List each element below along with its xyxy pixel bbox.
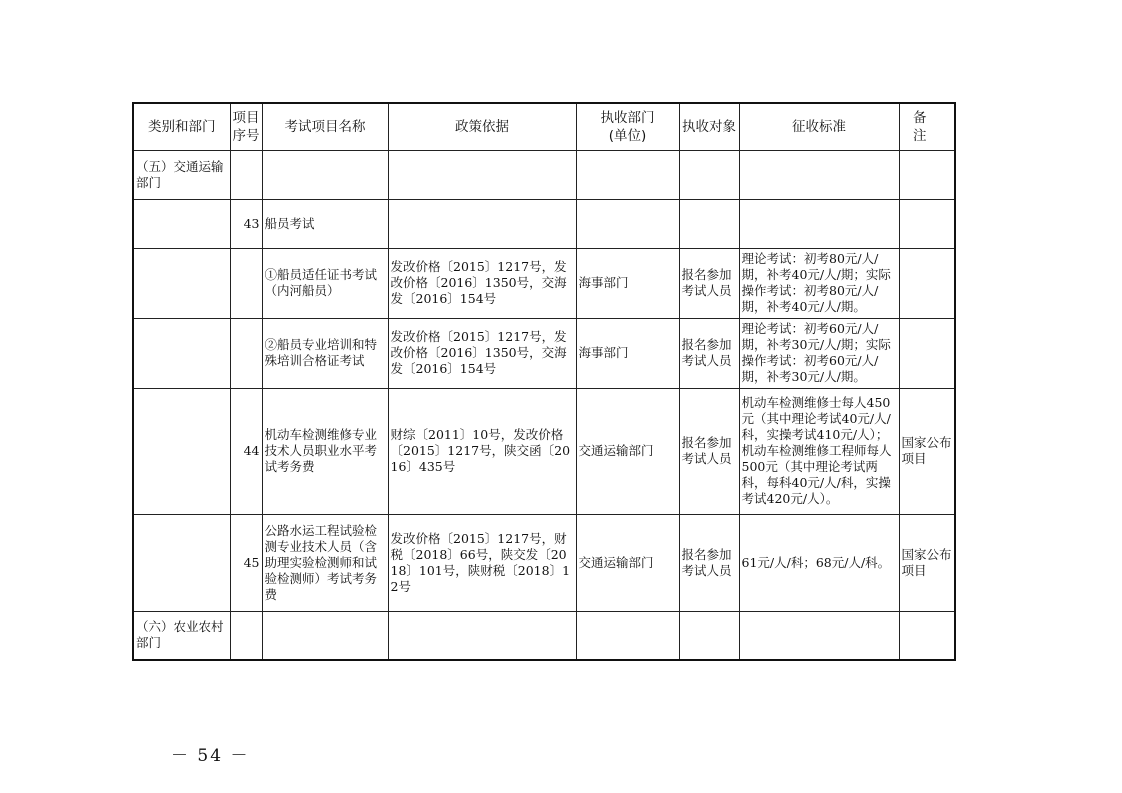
header-name: 考试项目名称	[262, 103, 388, 150]
cell-category	[133, 514, 230, 611]
cell-target: 报名参加考试人员	[679, 248, 739, 318]
cell-category: （五）交通运输部门	[133, 150, 230, 199]
cell-name: ②船员专业培训和特殊培训合格证考试	[262, 318, 388, 388]
cell-seq: 45	[230, 514, 262, 611]
cell-name	[262, 150, 388, 199]
cell-dept	[576, 199, 679, 248]
cell-remark: 国家公布项目	[899, 514, 955, 611]
header-target: 执收对象	[679, 103, 739, 150]
cell-remark	[899, 248, 955, 318]
cell-category	[133, 199, 230, 248]
table-row	[133, 388, 955, 514]
cell-category	[133, 318, 230, 388]
cell-remark: 国家公布项目	[899, 388, 955, 514]
cell-standard	[739, 611, 899, 660]
cell-dept: 交通运输部门	[576, 514, 679, 611]
table-row	[133, 248, 955, 318]
cell-seq	[230, 611, 262, 660]
page-number: － 54 －	[171, 746, 250, 766]
cell-remark	[899, 150, 955, 199]
table-row	[133, 318, 955, 388]
cell-basis: 发改价格〔2015〕1217号，财税〔2018〕66号，陕交发〔2018〕101号，陕财税〔2018〕12号	[388, 514, 576, 611]
cell-target	[679, 199, 739, 248]
cell-seq	[230, 150, 262, 199]
cell-seq: 43	[230, 199, 262, 248]
fee-table	[132, 102, 956, 661]
cell-standard	[739, 199, 899, 248]
cell-target: 报名参加考试人员	[679, 388, 739, 514]
header-dept: 执收部门(单位)	[576, 103, 679, 150]
cell-dept	[576, 611, 679, 660]
table-row	[133, 611, 955, 660]
cell-basis	[388, 199, 576, 248]
header-standard: 征收标准	[739, 103, 899, 150]
cell-category: （六）农业农村部门	[133, 611, 230, 660]
cell-target: 报名参加考试人员	[679, 514, 739, 611]
cell-category	[133, 388, 230, 514]
cell-remark	[899, 318, 955, 388]
cell-category	[133, 248, 230, 318]
cell-remark	[899, 199, 955, 248]
cell-standard: 61元/人/科；68元/人/科。	[739, 514, 899, 611]
cell-standard: 理论考试：初考80元/人/期，补考40元/人/期；实际操作考试：初考80元/人/期，补考40元/人/期。	[739, 248, 899, 318]
cell-target	[679, 611, 739, 660]
cell-name: ①船员适任证书考试（内河船员）	[262, 248, 388, 318]
cell-standard	[739, 150, 899, 199]
cell-seq: 44	[230, 388, 262, 514]
cell-dept: 交通运输部门	[576, 388, 679, 514]
cell-basis: 发改价格〔2015〕1217号，发改价格〔2016〕1350号，交海发〔2016〕154号	[388, 318, 576, 388]
cell-target	[679, 150, 739, 199]
cell-target: 报名参加考试人员	[679, 318, 739, 388]
cell-basis	[388, 611, 576, 660]
header-basis: 政策依据	[388, 103, 576, 150]
cell-remark	[899, 611, 955, 660]
cell-basis: 财综〔2011〕10号，发改价格〔2015〕1217号，陕交函〔2016〕435号	[388, 388, 576, 514]
cell-dept	[576, 150, 679, 199]
cell-name: 船员考试	[262, 199, 388, 248]
cell-name: 公路水运工程试验检测专业技术人员（含助理实验检测师和试验检测师）考试考务费	[262, 514, 388, 611]
header-remark: 备注	[899, 103, 955, 150]
cell-standard: 机动车检测维修士每人450元（其中理论考试40元/人/科，实操考试410元/人）；机动车检测维修工程师每人500元（其中理论考试两科，每科40元/人/科，实操考试420元/人）。	[739, 388, 899, 514]
table-row	[133, 199, 955, 248]
header-seq: 项目序号	[230, 103, 262, 150]
cell-name	[262, 611, 388, 660]
table-row	[133, 150, 955, 199]
header-row	[133, 103, 955, 150]
cell-seq	[230, 318, 262, 388]
cell-basis: 发改价格〔2015〕1217号，发改价格〔2016〕1350号，交海发〔2016〕154号	[388, 248, 576, 318]
cell-dept: 海事部门	[576, 248, 679, 318]
cell-basis	[388, 150, 576, 199]
cell-standard: 理论考试：初考60元/人/期，补考30元/人/期；实际操作考试：初考60元/人/期，补考30元/人/期。	[739, 318, 899, 388]
table-row	[133, 514, 955, 611]
cell-dept: 海事部门	[576, 318, 679, 388]
cell-name: 机动车检测维修专业技术人员职业水平考试考务费	[262, 388, 388, 514]
cell-seq	[230, 248, 262, 318]
header-category: 类别和部门	[133, 103, 230, 150]
